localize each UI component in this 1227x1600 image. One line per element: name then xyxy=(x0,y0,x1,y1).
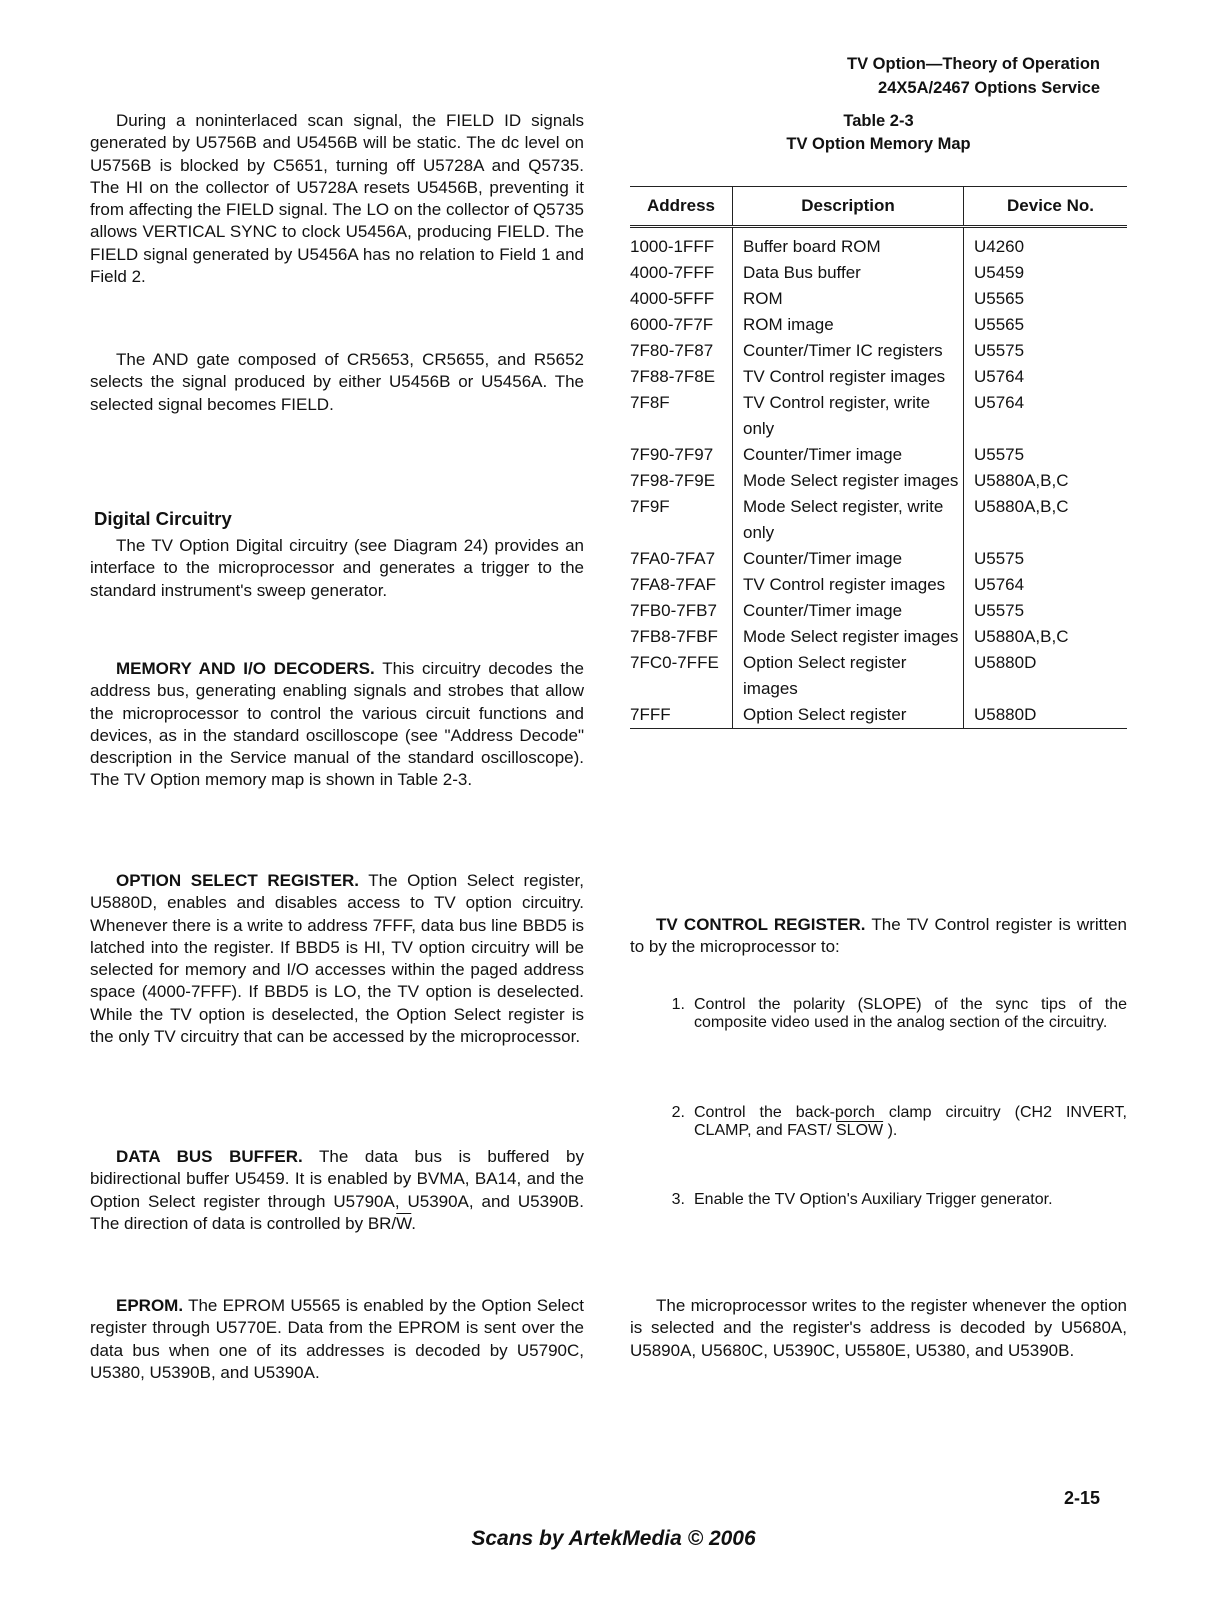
cell-description: Mode Select register images xyxy=(733,624,964,650)
paragraph-microprocessor-writes-text: The microprocessor writes to the register whenever the option is selected and the register's address is decoded by U5680A, U5890A, U5680C, U5390C, U5580E, U5380, and U5390B. xyxy=(630,1296,1127,1360)
option-select-lead: OPTION SELECT REGISTER. xyxy=(116,871,359,890)
option-select-text: The Option Select register, U5880D, enables and disables access to TV option circuitry. Whenever there is a write to address 7FFF, data bus line BBD5 is latched into the register. If BBD5 is HI, TV option circuitry will be selected for memory and I/O accesses within the paged address space (4000-7FFF). If BBD5 is LO, the TV option is deselected. While the TV option is deselected, the Option Select register is the only TV circuitry that can be accessed by the microprocessor. xyxy=(90,871,584,1047)
cell-address: 7F88-7F8E xyxy=(630,367,716,386)
cell-device: U5575 xyxy=(974,549,1025,568)
cell-address: 1000-1FFF xyxy=(630,237,715,256)
header-manual: 24X5A/2467 Options Service xyxy=(878,79,1100,97)
paragraph-digital xyxy=(90,535,584,602)
table-row xyxy=(630,546,1127,572)
cell-description: TV Control register images xyxy=(733,572,964,598)
paragraph-microprocessor-writes xyxy=(630,1295,1127,1362)
cell-address: 7FFF xyxy=(630,702,733,729)
cell-address: 4000-7FFF xyxy=(630,263,715,282)
cell-address: 7FB8-7FBF xyxy=(630,627,718,646)
cell-device: U5880A,B,C xyxy=(974,471,1069,490)
cell-address: 7F8F xyxy=(630,393,670,412)
cell-description: Counter/Timer image xyxy=(733,546,964,572)
table-row xyxy=(630,286,1127,312)
cell-device: U5575 xyxy=(974,445,1025,464)
cell-description: Data Bus buffer xyxy=(733,260,964,286)
cell-device: U5575 xyxy=(974,601,1025,620)
paragraph-memory-decoders xyxy=(90,658,584,792)
cell-address: 7F9F xyxy=(630,497,670,516)
cell-device: U5880A,B,C xyxy=(974,627,1069,646)
cell-description: Counter/Timer image xyxy=(733,442,964,468)
cell-description: Mode Select register images xyxy=(733,468,964,494)
column-header-description: Description xyxy=(733,187,964,227)
table-row xyxy=(630,442,1127,468)
list-item-text: Enable the TV Option's Auxiliary Trigger generator. xyxy=(694,1191,1053,1208)
table-row xyxy=(630,650,1127,702)
cell-description: Counter/Timer image xyxy=(733,598,964,624)
table-header-row xyxy=(630,187,1127,227)
cell-description: Option Select register images xyxy=(733,650,964,702)
scan-credit: Scans by ArtekMedia © 2006 xyxy=(471,1527,756,1550)
list-item-number: 1. xyxy=(671,996,685,1013)
cell-address: 7F80-7F87 xyxy=(630,341,714,360)
table-title: TV Option Memory Map xyxy=(786,135,971,153)
table-row xyxy=(630,624,1127,650)
eprom-text: The EPROM U5565 is enabled by the Option Select register through U5770E. Data from the EPROM is sent over the data bus when one of its addresses is decoded by U5790C, U5380, U5390B, and U5390A. xyxy=(90,1296,584,1382)
data-bus-w-overline: $\overline{W}$ xyxy=(396,1213,412,1233)
table-body xyxy=(630,227,1127,729)
column-header-device: Device No. xyxy=(964,187,1128,227)
list-item-text: Control the back-porch clamp circuitry (CH2 INVERT, CLAMP, and FAST/ xyxy=(694,1104,1127,1139)
cell-address: 6000-7F7F xyxy=(630,315,714,334)
paragraph-data-bus xyxy=(90,1146,584,1235)
cell-device: U5459 xyxy=(974,263,1025,282)
cell-device: U5880D xyxy=(964,702,1128,729)
memory-decoders-text: This circuitry decodes the address bus, generating enabling signals and strobes that allow the microprocessor to control the various circuit functions and devices, as in the standard oscilloscope (see "Address Decode" description in the Service manual of the standard oscilloscope). The TV Option memory map is shown in Table 2-3. xyxy=(90,659,584,790)
cell-device: U5764 xyxy=(974,575,1025,594)
running-header xyxy=(847,52,1100,100)
cell-address: 7FA8-7FAF xyxy=(630,575,716,594)
paragraph-and-gate-text: The AND gate composed of CR5653, CR5655, and R5652 selects the signal produced by either U5456B or U5456A. The selected signal becomes FIELD. xyxy=(90,350,584,414)
paragraph-field xyxy=(90,110,584,288)
slow-overline: SLOW xyxy=(836,1122,884,1139)
table-row xyxy=(630,364,1127,390)
cell-description: Mode Select register, write only xyxy=(733,494,964,546)
list-item-number: 2. xyxy=(671,1104,685,1121)
table-number: Table 2-3 xyxy=(843,112,914,130)
cell-description: Counter/Timer IC registers xyxy=(733,338,964,364)
table-row xyxy=(630,390,1127,442)
paragraph-digital-text: The TV Option Digital circuitry (see Diagram 24) provides an interface to the microprocessor and generates a trigger to the standard instrument's sweep generator. xyxy=(90,536,584,600)
paragraph-tv-control xyxy=(630,914,1127,959)
cell-description: ROM image xyxy=(733,312,964,338)
paragraph-and-gate xyxy=(90,349,584,416)
cell-device: U5880A,B,C xyxy=(974,497,1069,516)
tv-control-text: The TV Control register is written to by the microprocessor to: xyxy=(630,915,1127,957)
header-title: TV Option—Theory of Operation xyxy=(847,55,1100,73)
paragraph-field-text: During a noninterlaced scan signal, the FIELD ID signals generated by U5756B and U5456B will be static. The dc level on U5756B is blocked by C5651, turning off U5728A and Q5735. The HI on the collector of U5728A resets U5456B, preventing it from affecting the FIELD signal. The LO on the collector of Q5735 allows VERTICAL SYNC to clock U5456A, producing FIELD. The FIELD signal generated by U5456A has no relation to Field 1 and Field 2. xyxy=(90,111,584,287)
paragraph-option-select xyxy=(90,870,584,1048)
cell-address: 7F98-7F9E xyxy=(630,471,716,490)
column-header-address: Address xyxy=(630,187,733,227)
tv-control-lead: TV CONTROL REGISTER. xyxy=(656,915,866,934)
cell-description: Option Select register xyxy=(733,702,964,729)
cell-device: U5575 xyxy=(974,341,1025,360)
table-caption xyxy=(630,110,1127,156)
paragraph-eprom xyxy=(90,1295,584,1384)
eprom-lead: EPROM. xyxy=(116,1296,184,1315)
cell-device: U4260 xyxy=(974,237,1025,256)
list-item-text-wrap xyxy=(694,1104,1127,1140)
cell-address: 7FA0-7FA7 xyxy=(630,549,716,568)
table-row xyxy=(630,598,1127,624)
list-item-number: 3. xyxy=(671,1191,685,1208)
section-heading-digital: Digital Circuitry xyxy=(94,508,232,529)
list-item-tail: ). xyxy=(883,1122,898,1139)
table-row xyxy=(630,468,1127,494)
cell-address: 4000-5FFF xyxy=(630,289,715,308)
cell-address: 7F90-7F97 xyxy=(630,445,714,464)
table-row xyxy=(630,702,1127,729)
list-item-text: Control the polarity (SLOPE) of the sync tips of the composite video used in the analog section of the circuitry. xyxy=(694,996,1127,1031)
table-row xyxy=(630,338,1127,364)
cell-device: U5764 xyxy=(974,393,1025,412)
table-row xyxy=(630,494,1127,546)
data-bus-text: The data bus is buffered by bidirectional buffer U5459. It is enabled by BVMA, BA14, and the Option Select register through U5790A, U5390A, and U5390B. The direction of data is controlled by BR/ xyxy=(90,1147,584,1233)
data-bus-lead: DATA BUS BUFFER. xyxy=(116,1147,303,1166)
cell-device: U5764 xyxy=(974,367,1025,386)
cell-description: Buffer board ROM xyxy=(733,227,964,261)
cell-device: U5880D xyxy=(974,653,1037,672)
cell-description: ROM xyxy=(733,286,964,312)
cell-address: 7FB0-7FB7 xyxy=(630,601,717,620)
table-row xyxy=(630,572,1127,598)
cell-address: 7FC0-7FFE xyxy=(630,653,719,672)
cell-device: U5565 xyxy=(974,289,1025,308)
table-row xyxy=(630,260,1127,286)
memory-decoders-lead: MEMORY AND I/O DECODERS. xyxy=(116,659,375,678)
memory-map-table xyxy=(630,186,1127,729)
cell-description: TV Control register, write only xyxy=(733,390,964,442)
cell-device: U5565 xyxy=(974,315,1025,334)
page-number: 2-15 xyxy=(1063,1488,1100,1508)
cell-description: TV Control register images xyxy=(733,364,964,390)
table-row xyxy=(630,227,1127,261)
table-row xyxy=(630,312,1127,338)
data-bus-end: . xyxy=(411,1213,417,1233)
